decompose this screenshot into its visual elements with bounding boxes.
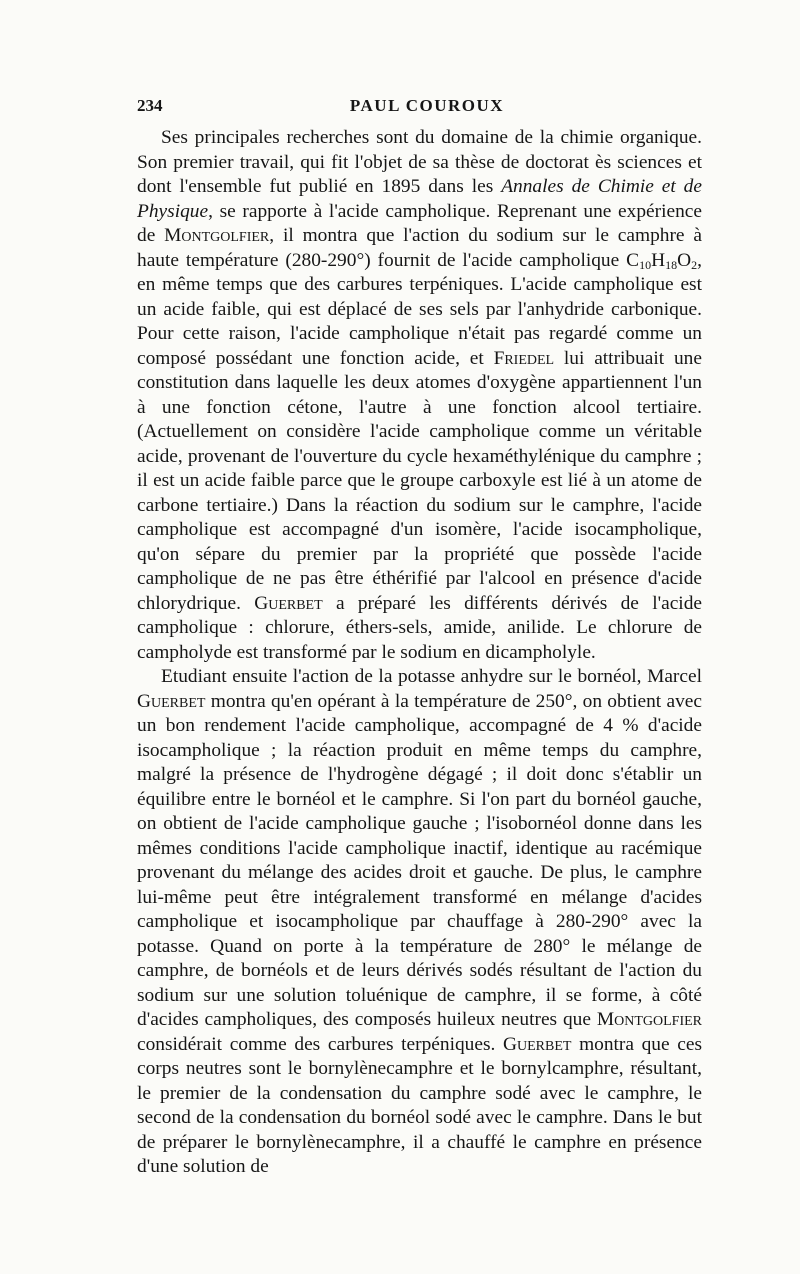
text-run: , il montra que l'action du sodium sur le camphre à haute température (280-290°) fournit de l'acide campholique [137,225,702,271]
text-run: montra que ces corps neutres sont le bornylènecamphre et le bornylcamphre, résultant, le premier de la condensation du camphre sodé avec le camphre, le second de la condensation du bornéol sodé avec le camphre. Dans le but de préparer le bornylènecamphre, il a chauffé le camphre en présence d'une solution de [137,1033,702,1177]
text-run: considérait comme des carbures terpéniques. [137,1033,503,1055]
author-name: Friedel [493,347,555,369]
author-name: Montgolfier [596,1009,702,1030]
author-name: Guerbet [254,592,323,614]
author-name: Montgolfier [164,225,270,246]
page-number: 234 [137,96,163,115]
page-header [137,96,717,118]
text-run: Ses principales recherches sont du domaine de la chimie organique. Son premier travail, qui fit l'objet de sa thèse de doctorat ès sciences et dont l'ensemble fut publié en 1895 dans les [137,127,702,197]
author-name: Guerbet [137,690,206,712]
text-run: , se rapporte à l'acide campholique. Reprenant une expérience de [137,200,702,246]
text-run: montra qu'en opérant à la température de 250°, on obtient avec un bon rendement l'acide campholique, accompagné de 4 % d'acide isocampholique ; la réaction produit en même temps du camphre, malgré la présence de l'hydrogène dégagé ; il doit donc s'établir un équilibre entre le bornéol et le camphre. Si l'on part du bornéol gauche, on obtient de l'acide campholique gauche ; l'isobornéol donne dans les mêmes conditions l'acide campholique inactif, identique au racémique provenant du mélange des acides droit et gauche. De plus, le camphre lui-même peut être intégralement transformé en mélange d'acides campholique et isocampholique par chauffage à 280-290° avec la potasse. Quand on porte à la température de 280° le mélange de camphre, de bornéols et de leurs dérivés sodés résultant de l'action du sodium sur une solution toluénique de camphre, il se forme, à côté d'acides campholiques, des composés huileux neutres que [137,690,702,1030]
body-text [137,126,702,1180]
text-run: Etudiant ensuite l'action de la potasse anhydre sur le bornéol, Marcel [161,666,702,687]
paragraph-1 [137,126,702,665]
running-title: PAUL COUROUX [349,96,505,115]
text-run: , en même temps que des carbures terpéniques. L'acide campholique est un acide faible, qui est déplacé de ses sels par l'anhydride carbonique. Pour cette raison, l'acide campholique n'était pas regardé comme un composé possédant une fonction acide, et [137,249,702,369]
text-run: a préparé les différents dérivés de l'acide campholique : chlorure, éthers-sels, amide, anilide. Le chlorure de campholyde est transformé par le sodium en dicampholyle. [137,592,702,663]
paragraph-2 [137,665,702,1180]
author-name: Guerbet [503,1033,572,1055]
chemical-formula: $C_{10}H_{18}O_2$ [626,249,698,272]
text-run: lui attribuait une constitution dans laquelle les deux atomes d'oxygène appartiennent l'un à une fonction cétone, l'autre à une fonction alcool tertiaire. (Actuellement on considère l'acide campholique comme un véritable acide, provenant de l'ouverture du cycle hexaméthylénique du camphre ; il est un acide faible parce que le groupe carboxyle est lié à un atome de carbone tertiaire.) Dans la réaction du sodium sur le camphre, l'acide campholique est accompagné d'un isomère, l'acide isocampholique, qu'on sépare du premier par la propriété que possède l'acide campholique de ne pas être éthérifié par l'alcool en présence d'acide chlorydrique. [137,347,702,614]
journal-title: Annales de Chimie et de Physique [137,176,702,222]
